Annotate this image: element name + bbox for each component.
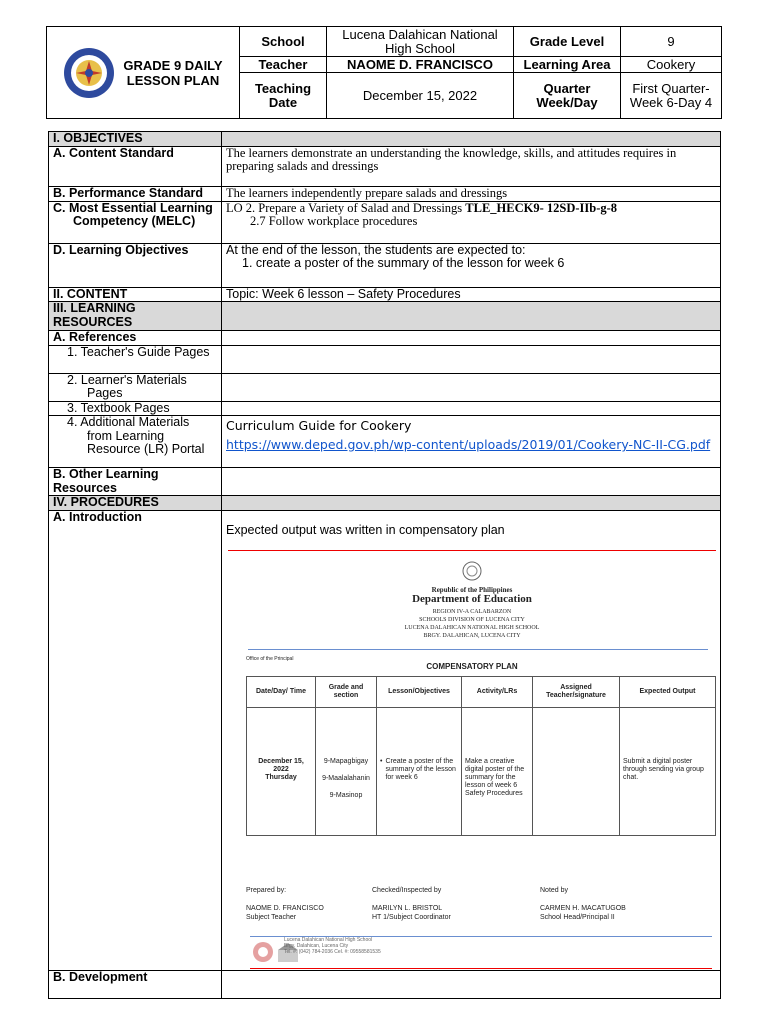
school-logo-icon	[252, 940, 274, 964]
plan-school: LUCENA DALAHICAN NATIONAL HIGH SCHOOL	[404, 625, 540, 631]
teacher-value: NAOME D. FRANCISCO	[327, 57, 514, 73]
references-blank	[222, 331, 721, 346]
plan-footer-line1: Lucena Dalahican National High School	[284, 937, 373, 943]
plan-noted-block	[540, 904, 626, 922]
melc-label-line1: C. Most Essential Learning	[53, 200, 213, 215]
red-rule-top	[228, 550, 716, 551]
plan-noted-role: School Head/Principal II	[540, 914, 615, 921]
area-value: Cookery	[621, 57, 722, 73]
plan-checked-role: HT 1/Subject Coordinator	[372, 914, 451, 921]
plan-title: COMPENSATORY PLAN	[426, 662, 518, 671]
references-label: A. References	[49, 331, 222, 346]
plan-footer	[284, 937, 381, 955]
teacher-label: Teacher	[240, 57, 327, 73]
plan-footer-line3: Tel. #: (042) 784-2036 Cel. #: 09558581535	[284, 949, 381, 955]
plan-date: December 15, 2022	[258, 758, 304, 773]
plan-lesson: Create a poster of the summary of the lesson for week 6	[385, 758, 456, 781]
introduction-text: Expected output was written in compensatory plan	[226, 522, 505, 537]
am-line1: 4. Additional Materials	[67, 415, 190, 429]
performance-standard-text: The learners independently prepare salads and dressings	[222, 186, 721, 201]
melc-code: TLE_HECK9- 12SD-IIb-g-8	[465, 200, 618, 215]
learning-objectives-text	[222, 243, 721, 287]
red-rule-bottom	[250, 968, 712, 969]
plan-prepared-label: Prepared by:	[246, 887, 287, 894]
objectives-blank	[222, 132, 721, 147]
textbook-label	[49, 401, 222, 416]
teachers-guide-text: 1. Teacher's Guide Pages	[67, 344, 210, 359]
plan-header-output: Expected Output	[620, 677, 716, 708]
content-label: II. CONTENT	[49, 287, 222, 302]
content-standard-label: A. Content Standard	[49, 146, 222, 186]
plan-prepared-block	[246, 904, 324, 922]
curriculum-guide-link[interactable]: https://www.deped.gov.ph/wp-content/uploads/2019/01/Cookery-NC-II-CG.pdf	[226, 437, 711, 452]
plan-header-grade: Grade and section	[316, 677, 377, 708]
plan-prepared-role: Subject Teacher	[246, 914, 297, 921]
textbook-blank	[222, 401, 721, 416]
lo-text-line1: At the end of the lesson, the students are expected to:	[226, 242, 526, 257]
teachers-guide-label	[49, 345, 222, 373]
plan-header-activity: Activity/LRs	[462, 677, 533, 708]
plan-header-lesson: Lesson/Objectives	[377, 677, 462, 708]
resources-blank	[222, 302, 721, 331]
content-standard-text: The learners demonstrate an understanding the knowledge, skills, and attitudes requires in preparing salads and dressings	[222, 146, 721, 186]
melc-text	[222, 201, 721, 243]
plan-section-1: 9-Mapagbigay	[323, 758, 369, 765]
grade-value: 9	[621, 27, 722, 57]
plan-region: REGION IV-A CALABARZON	[432, 609, 512, 615]
philippine-seal-icon	[462, 560, 482, 582]
melc-text-line1: LO 2. Prepare a Variety of Salad and Dressings	[226, 200, 463, 215]
plan-section-2: 9-Maalalahanin	[322, 775, 370, 782]
school-label: School	[240, 27, 327, 57]
plan-address: BRGY. DALAHICAN, LUCENA CITY	[423, 633, 521, 639]
plan-day: Thursday	[265, 774, 297, 781]
compensatory-plan-image	[228, 550, 716, 970]
school-value: Lucena Dalahican National High School	[327, 27, 514, 57]
plan-lesson-cell: • Create a poster of the summary of the lesson for week 6	[377, 708, 462, 836]
am-line3: Resource (LR) Portal	[87, 442, 205, 456]
melc-label-line2: Competency (MELC)	[73, 214, 196, 228]
plan-table	[246, 676, 716, 836]
procedures-heading: IV. PROCEDURES	[49, 496, 222, 511]
plan-blue-rule	[248, 649, 708, 650]
grade-label: Grade Level	[514, 27, 621, 57]
plan-header-teacher: Assigned Teacher/signature	[533, 677, 620, 708]
learning-resources-heading: III. LEARNING RESOURCES	[49, 302, 222, 331]
quarter-week-value: First Quarter-Week 6-Day 4	[621, 73, 722, 119]
plan-activity: Make a creative digital poster of the summary for the lesson of week 6 Safety Procedures	[462, 708, 533, 836]
procedures-blank	[222, 496, 721, 511]
learning-objectives-label: D. Learning Objectives	[49, 243, 222, 287]
plan-noted-label: Noted by	[540, 887, 569, 894]
title-line-2: LESSON PLAN	[126, 72, 220, 88]
plan-noted-name: CARMEN H. MACATUGOB	[540, 905, 626, 912]
plan-date-cell	[247, 708, 316, 836]
title-line-1: GRADE 9 DAILY	[123, 57, 223, 73]
other-resources-label: B. Other Learning Resources	[49, 468, 222, 496]
area-label: Learning Area	[514, 57, 621, 73]
deped-seal-icon	[63, 47, 115, 99]
plan-teacher-cell	[533, 708, 620, 836]
lm-line2: Pages	[87, 386, 123, 400]
learners-materials-blank	[222, 373, 721, 401]
development-blank	[222, 971, 721, 999]
plan-republic: Republic of the Philippines	[431, 586, 513, 594]
additional-materials-label	[49, 416, 222, 468]
plan-checked-block	[372, 904, 451, 922]
lo-text-line2: 1. create a poster of the summary of the lesson for week 6	[242, 256, 565, 270]
plan-footer-line2: Brgy. Dalahican, Lucena City	[284, 943, 349, 949]
plan-prepared-name: NAOME D. FRANCISCO	[246, 905, 324, 912]
learners-materials-label	[49, 373, 222, 401]
date-label: Teaching Date	[240, 73, 327, 119]
other-resources-blank	[222, 468, 721, 496]
date-value: December 15, 2022	[327, 73, 514, 119]
introduction-content	[222, 510, 721, 971]
plan-division: SCHOOLS DIVISION OF LUCENA CITY	[419, 617, 525, 623]
melc-text-line2: 2.7 Follow workplace procedures	[250, 214, 418, 228]
lesson-plan-title	[123, 58, 222, 88]
development-label: B. Development	[49, 971, 222, 999]
content-text: Topic: Week 6 lesson – Safety Procedures	[222, 287, 721, 302]
teachers-guide-blank	[222, 345, 721, 373]
header-logo-cell	[47, 27, 240, 119]
textbook-text: 3. Textbook Pages	[67, 400, 170, 415]
plan-sections-cell	[316, 708, 377, 836]
plan-output: Submit a digital poster through sending via group chat.	[620, 708, 716, 836]
introduction-label: A. Introduction	[49, 510, 222, 971]
plan-department: Department of Education	[412, 593, 532, 605]
performance-standard-label: B. Performance Standard	[49, 186, 222, 201]
additional-materials-text	[222, 416, 721, 468]
melc-label	[49, 201, 222, 243]
plan-checked-label: Checked/Inspected by	[372, 887, 442, 894]
objectives-heading: I. OBJECTIVES	[49, 132, 222, 147]
plan-office: Office of the Principal	[246, 656, 294, 662]
lm-line1: 2. Learner's Materials	[67, 372, 187, 387]
header-table	[46, 26, 722, 119]
am-line2: from Learning	[87, 428, 165, 443]
quarter-week-label: Quarter Week/Day	[514, 73, 621, 119]
plan-section-3: 9-Masinop	[329, 792, 363, 799]
plan-header-date: Date/Day/ Time	[247, 677, 316, 708]
curriculum-guide-text: Curriculum Guide for Cookery	[226, 418, 412, 433]
plan-checked-name: MARILYN L. BRISTOL	[372, 905, 443, 912]
lesson-plan-table	[48, 131, 721, 999]
